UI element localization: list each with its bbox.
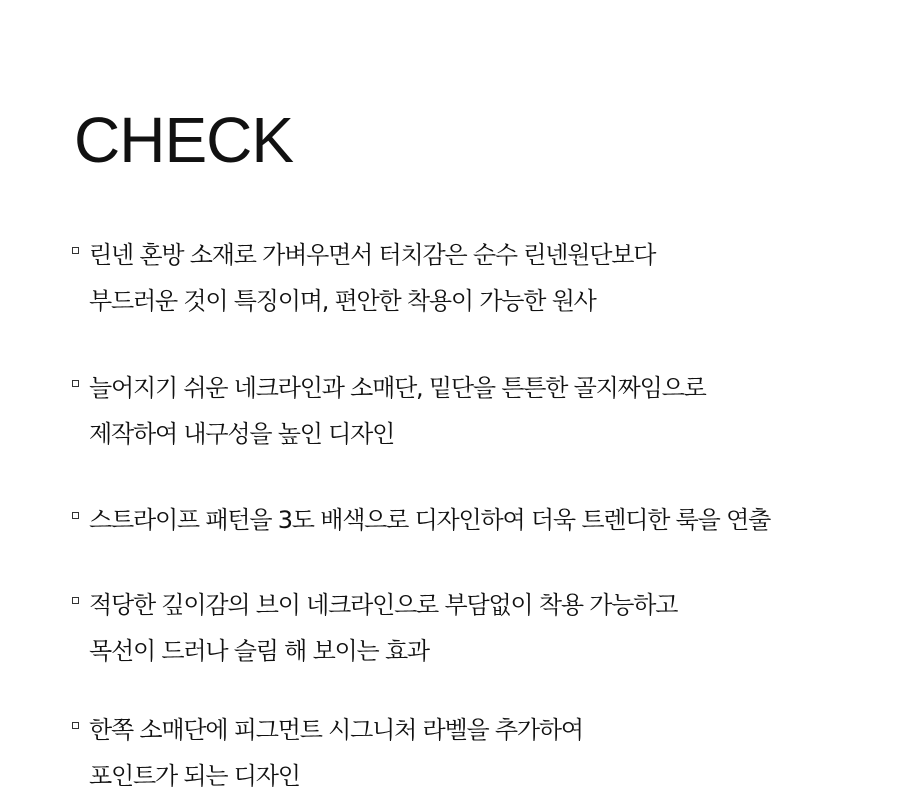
check-item-line: 한쪽 소매단에 피그먼트 시그니처 라벨을 추가하여	[89, 716, 583, 744]
check-item	[72, 707, 583, 799]
check-item-line: 목선이 드러나 슬림 해 보이는 효과	[89, 637, 429, 665]
check-item-line: 제작하여 내구성을 높인 디자인	[89, 420, 395, 448]
check-item	[72, 365, 706, 457]
check-item-line: 포인트가 되는 디자인	[89, 762, 300, 790]
square-bullet-icon	[72, 380, 79, 387]
check-item-line: 적당한 깊이감의 브이 네크라인으로 부담없이 착용 가능하고	[89, 591, 678, 619]
check-item	[72, 232, 655, 324]
check-item-line: 린넨 혼방 소재로 가벼우면서 터치감은 순수 린넨원단보다	[89, 241, 656, 269]
square-bullet-icon	[72, 512, 79, 519]
check-item	[72, 497, 770, 543]
square-bullet-icon	[72, 597, 79, 604]
check-item-line: 부드러운 것이 특징이며, 편안한 착용이 가능한 원사	[89, 287, 596, 315]
section-title: CHECK	[74, 104, 294, 176]
check-item-line: 늘어지기 쉬운 네크라인과 소매단, 밑단을 튼튼한 골지짜임으로	[89, 374, 706, 402]
square-bullet-icon	[72, 247, 79, 254]
check-item	[72, 582, 677, 674]
square-bullet-icon	[72, 722, 79, 729]
check-item-line: 스트라이프 패턴을 3도 배색으로 디자인하여 더욱 트렌디한 룩을 연출	[89, 506, 771, 534]
